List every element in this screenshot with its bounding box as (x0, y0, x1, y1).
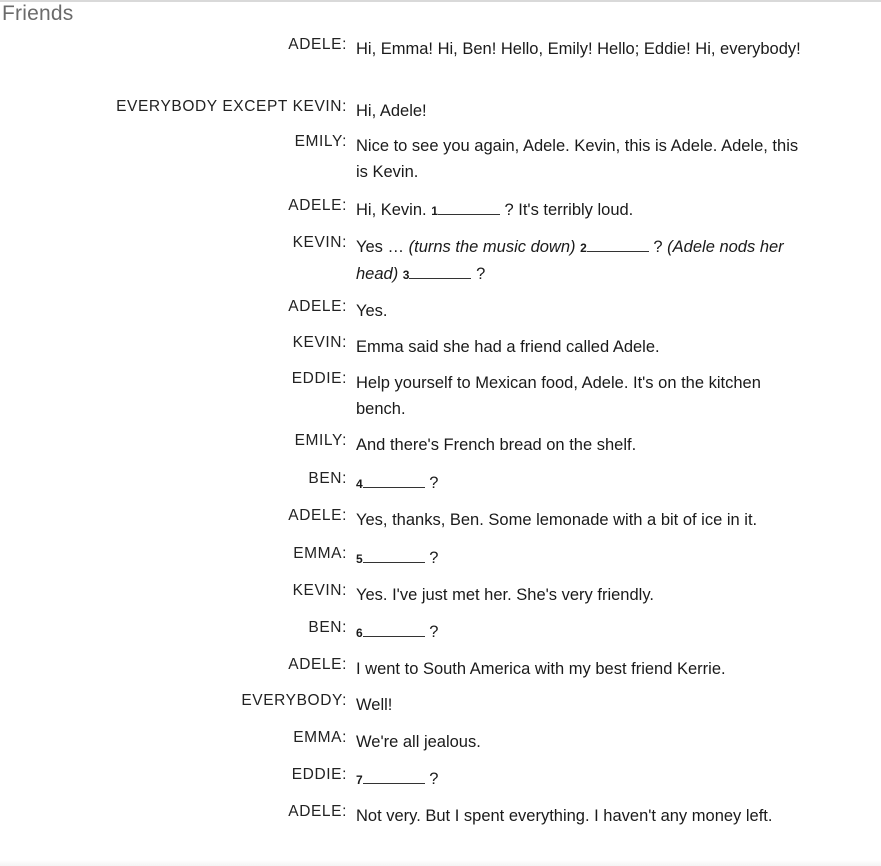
answer-blank (438, 200, 500, 215)
gap-number: 4 (356, 477, 363, 491)
speaker-label: EMMA: (293, 729, 347, 746)
speech-text (356, 197, 806, 224)
gap-number: 3 (402, 268, 410, 282)
gap-number: 6 (356, 626, 363, 640)
speech-text: Emma said she had a friend called Adele. (356, 338, 660, 356)
speech-text: Hi, Emma! Hi, Ben! Hello, Emily! Hello; Eddie! Hi, everybody! (356, 40, 801, 58)
speech-text: Well! (356, 696, 393, 714)
speech-text (356, 234, 806, 288)
answer-blank (363, 473, 425, 488)
speaker-label: EDDIE: (291, 766, 347, 783)
gap-number: 2 (580, 241, 587, 255)
speaker-label: EMILY: (294, 133, 347, 150)
speech-text: Hi, Adele! (356, 102, 427, 120)
speaker-label: ADELE: (288, 507, 347, 524)
speaker-label: BEN: (308, 619, 347, 636)
speaker-label: ADELE: (288, 803, 347, 820)
speaker-label: EVERYBODY: (241, 692, 347, 709)
speaker-label: EMILY: (294, 432, 347, 449)
speech-text: I went to South America with my best friend Kerrie. (356, 660, 726, 678)
speech-text (356, 470, 806, 497)
speaker-label: KEVIN: (292, 234, 347, 251)
speech-text: Yes, thanks, Ben. Some lemonade with a bit of ice in it. (356, 511, 758, 529)
speech-text: We're all jealous. (356, 733, 481, 751)
speaker-label: ADELE: (288, 656, 347, 673)
speech-part: ? (653, 238, 663, 256)
gap-number: 5 (356, 552, 363, 566)
speech-part: ? (429, 549, 439, 567)
stage-direction: (turns the music down) (408, 238, 576, 256)
speaker-label: BEN: (308, 470, 347, 487)
answer-blank (409, 264, 471, 279)
speaker-label: ADELE: (288, 197, 347, 214)
speaker-label: ADELE: (288, 36, 347, 53)
speaker-label: EVERYBODY EXCEPT KEVIN: (116, 98, 347, 115)
answer-blank (363, 622, 425, 637)
speech-text: Not very. But I spent everything. I haven't any money left. (356, 807, 773, 825)
gap-number: 7 (356, 773, 363, 787)
speaker-label: KEVIN: (292, 334, 347, 351)
speech-text (356, 766, 806, 793)
speech-part: ? (429, 474, 439, 492)
speech-part: ? It's terribly loud. (504, 201, 634, 219)
speech-text: Help yourself to Mexican food, Adele. It's on the kitchen bench. (356, 374, 761, 418)
speech-text (356, 619, 806, 646)
speaker-label: KEVIN: (292, 582, 347, 599)
speech-part: ? (476, 265, 486, 283)
speech-part: Yes … (356, 238, 405, 256)
bottom-edge (0, 860, 881, 866)
speaker-label: ADELE: (288, 298, 347, 315)
answer-blank (587, 237, 649, 252)
speech-text (356, 545, 806, 572)
speaker-label: EDDIE: (291, 370, 347, 387)
speech-text: Nice to see you again, Adele. Kevin, this is Adele. Adele, this is Kevin. (356, 137, 799, 181)
answer-blank (363, 548, 425, 563)
speech-part: ? (429, 623, 439, 641)
speaker-label: EMMA: (293, 545, 347, 562)
speech-text: Yes. (356, 302, 388, 320)
top-rule (0, 0, 881, 2)
speech-part: Hi, Kevin. (356, 201, 427, 219)
speech-part: ? (429, 770, 439, 788)
stage-direction: (Adele nods her head) (356, 238, 784, 283)
gap-number: 1 (431, 204, 438, 218)
page-title: Friends (2, 2, 74, 25)
speech-text: Yes. I've just met her. She's very friendly. (356, 586, 654, 604)
speech-text: And there's French bread on the shelf. (356, 436, 637, 454)
answer-blank (363, 769, 425, 784)
